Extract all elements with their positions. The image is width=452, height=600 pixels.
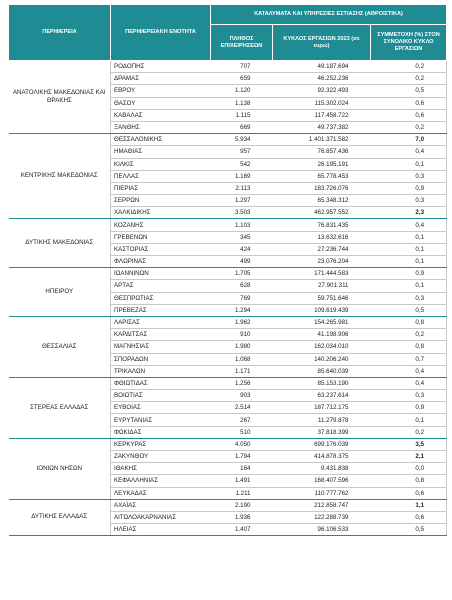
revenue-value: 171.444.583 (273, 268, 371, 280)
business-count: 2.514 (211, 402, 273, 414)
business-count: 1.407 (211, 524, 273, 536)
revenue-value: 140.206.240 (273, 353, 371, 365)
revenue-value: 699.176.039 (273, 438, 371, 450)
business-count: 1.115 (211, 109, 273, 121)
unit-name: ΗΜΑΘΙΑΣ (111, 146, 211, 158)
revenue-value: 76.831.435 (273, 219, 371, 231)
share-percent: 0,2 (371, 426, 447, 438)
business-count: 1.294 (211, 304, 273, 316)
share-percent: 0,1 (371, 158, 447, 170)
unit-name: ΙΩΑΝΝΙΝΩΝ (111, 268, 211, 280)
unit-name: ΚΙΛΚΙΣ (111, 158, 211, 170)
header-group: ΚΑΤΑΛΥΜΑΤΑ ΚΑΙ ΥΠΗΡΕΣΙΕΣ ΕΣΤΙΑΣΗΣ (ΑΘΡΟΙΣΤΙΚΑ) (211, 5, 447, 25)
unit-name: ΒΟΙΩΤΙΑΣ (111, 390, 211, 402)
data-table-wrapper (8, 4, 446, 536)
business-count: 1.962 (211, 316, 273, 328)
business-count: 345 (211, 231, 273, 243)
unit-name: ΛΑΡΙΣΑΣ (111, 316, 211, 328)
business-count: 1.138 (211, 97, 273, 109)
share-percent: 0,2 (371, 61, 447, 73)
unit-name: ΠΕΛΛΑΣ (111, 170, 211, 182)
business-count: 1.705 (211, 268, 273, 280)
revenue-value: 212.858.747 (273, 499, 371, 511)
revenue-value: 76.857.436 (273, 146, 371, 158)
business-count: 957 (211, 146, 273, 158)
share-percent: 0,5 (371, 524, 447, 536)
share-percent: 0,4 (371, 146, 447, 158)
business-count: 542 (211, 158, 273, 170)
revenue-value: 65.778.453 (273, 170, 371, 182)
revenue-value: 168.407.596 (273, 475, 371, 487)
table-row (9, 61, 447, 73)
share-percent: 3,5 (371, 438, 447, 450)
business-count: 1.171 (211, 365, 273, 377)
table-row (9, 219, 447, 231)
unit-name: ΧΑΛΚΙΔΙΚΗΣ (111, 207, 211, 219)
unit-name: ΚΑΡΔΙΤΣΑΣ (111, 329, 211, 341)
table-row (9, 316, 447, 328)
revenue-value: 49.737.382 (273, 121, 371, 133)
business-count: 707 (211, 61, 273, 73)
business-count: 5.934 (211, 134, 273, 146)
header-count: ΠΛΗΘΟΣ ΕΠΙΧΕΙΡΗΣΕΩΝ (211, 25, 273, 61)
unit-name: ΕΥΒΟΙΑΣ (111, 402, 211, 414)
share-percent: 0,0 (371, 463, 447, 475)
share-percent: 0,3 (371, 170, 447, 182)
revenue-value: 1.401.371.582 (273, 134, 371, 146)
unit-name: ΑΡΤΑΣ (111, 280, 211, 292)
share-percent: 0,5 (371, 85, 447, 97)
business-count: 1.256 (211, 377, 273, 389)
revenue-value: 122.288.739 (273, 511, 371, 523)
unit-name: ΚΟΖΑΝΗΣ (111, 219, 211, 231)
revenue-value: 65.348.312 (273, 195, 371, 207)
share-percent: 0,1 (371, 414, 447, 426)
region-name: ΣΤΕΡΕΑΣ ΕΛΛΑΔΑΣ (9, 377, 111, 438)
region-name: ΘΕΣΣΑΛΙΑΣ (9, 316, 111, 377)
share-percent: 0,4 (371, 365, 447, 377)
share-percent: 0,1 (371, 256, 447, 268)
unit-name: ΚΑΒΑΛΑΣ (111, 109, 211, 121)
revenue-value: 462.957.552 (273, 207, 371, 219)
revenue-value: 154.265.981 (273, 316, 371, 328)
business-count: 510 (211, 426, 273, 438)
share-percent: 0,6 (371, 487, 447, 499)
unit-name: ΘΕΣΠΡΩΤΙΑΣ (111, 292, 211, 304)
share-percent: 2,3 (371, 207, 447, 219)
header-share: ΣΥΜΜΕΤΟΧΗ (%) ΣΤΟΝ ΣΥΝΟΛΙΚΟ ΚΥΚΛΟ ΕΡΓΑΣΙΩΝ (371, 25, 447, 61)
revenue-value: 9.431.838 (273, 463, 371, 475)
unit-name: ΗΛΕΙΑΣ (111, 524, 211, 536)
table-row (9, 499, 447, 511)
business-count: 910 (211, 329, 273, 341)
share-percent: 0,2 (371, 329, 447, 341)
unit-name: ΤΡΙΚΑΛΩΝ (111, 365, 211, 377)
business-count: 1.980 (211, 341, 273, 353)
header-revenue: ΚΥΚΛΟΣ ΕΡΓΑΣΙΩΝ 2023 (σε ευρώ) (273, 25, 371, 61)
share-percent: 0,5 (371, 304, 447, 316)
revenue-value: 11.279.878 (273, 414, 371, 426)
revenue-value: 115.302.024 (273, 97, 371, 109)
revenue-value: 27.901.311 (273, 280, 371, 292)
unit-name: ΘΑΣΟΥ (111, 97, 211, 109)
business-count: 1.103 (211, 219, 273, 231)
table-row (9, 438, 447, 450)
revenue-value: 26.195.191 (273, 158, 371, 170)
share-percent: 0,3 (371, 390, 447, 402)
share-percent: 0,9 (371, 182, 447, 194)
share-percent: 0,7 (371, 353, 447, 365)
revenue-value: 46.252.236 (273, 73, 371, 85)
revenue-value: 109.619.439 (273, 304, 371, 316)
region-name: ΑΝΑΤΟΛΙΚΗΣ ΜΑΚΕΔΟΝΙΑΣ ΚΑΙ ΘΡΑΚΗΣ (9, 61, 111, 134)
business-count: 3.503 (211, 207, 273, 219)
share-percent: 0,1 (371, 280, 447, 292)
revenue-value: 49.187.694 (273, 61, 371, 73)
unit-name: ΑΧΑΪΑΣ (111, 499, 211, 511)
business-count: 1.120 (211, 85, 273, 97)
revenue-value: 162.034.010 (273, 341, 371, 353)
revenue-value: 13.632.616 (273, 231, 371, 243)
business-count: 164 (211, 463, 273, 475)
share-percent: 2,1 (371, 451, 447, 463)
unit-name: ΔΡΑΜΑΣ (111, 73, 211, 85)
business-count: 1.297 (211, 195, 273, 207)
region-name: ΔΥΤΙΚΗΣ ΜΑΚΕΔΟΝΙΑΣ (9, 219, 111, 268)
unit-name: ΠΙΕΡΙΑΣ (111, 182, 211, 194)
revenue-value: 59.751.646 (273, 292, 371, 304)
region-name: ΚΕΝΤΡΙΚΗΣ ΜΑΚΕΔΟΝΙΑΣ (9, 134, 111, 219)
region-name: ΔΥΤΙΚΗΣ ΕΛΛΑΔΑΣ (9, 499, 111, 536)
unit-name: ΦΩΚΙΔΑΣ (111, 426, 211, 438)
business-count: 4.050 (211, 438, 273, 450)
revenue-value: 110.777.762 (273, 487, 371, 499)
business-count: 628 (211, 280, 273, 292)
unit-name: ΑΙΤΩΛΟΑΚΑΡΝΑΝΙΑΣ (111, 511, 211, 523)
table-row (9, 377, 447, 389)
unit-name: ΘΕΣΣΑΛΟΝΙΚΗΣ (111, 134, 211, 146)
revenue-value: 37.818.399 (273, 426, 371, 438)
unit-name: ΚΑΣΤΟΡΙΑΣ (111, 243, 211, 255)
unit-name: ΜΑΓΝΗΣΙΑΣ (111, 341, 211, 353)
share-percent: 7,0 (371, 134, 447, 146)
revenue-value: 41.198.906 (273, 329, 371, 341)
share-percent: 0,2 (371, 73, 447, 85)
business-count: 769 (211, 292, 273, 304)
revenue-value: 187.712.175 (273, 402, 371, 414)
business-count: 2.113 (211, 182, 273, 194)
header-region: ΠΕΡΙΦΕΡΕΙΑ (9, 5, 111, 61)
tourism-revenue-table (8, 4, 447, 536)
unit-name: ΚΕΦΑΛΛΗΝΙΑΣ (111, 475, 211, 487)
revenue-value: 63.237.614 (273, 390, 371, 402)
share-percent: 0,6 (371, 511, 447, 523)
business-count: 1.169 (211, 170, 273, 182)
unit-name: ΦΘΙΩΤΙΔΑΣ (111, 377, 211, 389)
business-count: 1.068 (211, 353, 273, 365)
unit-name: ΦΛΩΡΙΝΑΣ (111, 256, 211, 268)
table-row (9, 268, 447, 280)
revenue-value: 85.153.190 (273, 377, 371, 389)
unit-name: ΠΡΕΒΕΖΑΣ (111, 304, 211, 316)
share-percent: 0,8 (371, 316, 447, 328)
region-name: ΙΟΝΙΩΝ ΝΗΣΩΝ (9, 438, 111, 499)
business-count: 267 (211, 414, 273, 426)
business-count: 1.794 (211, 451, 273, 463)
share-percent: 0,8 (371, 475, 447, 487)
business-count: 2.190 (211, 499, 273, 511)
unit-name: ΚΕΡΚΥΡΑΣ (111, 438, 211, 450)
revenue-value: 414.878.375 (273, 451, 371, 463)
revenue-value: 85.640.039 (273, 365, 371, 377)
unit-name: ΕΥΡΥΤΑΝΙΑΣ (111, 414, 211, 426)
table-row (9, 134, 447, 146)
revenue-value: 117.458.722 (273, 109, 371, 121)
share-percent: 0,9 (371, 268, 447, 280)
business-count: 659 (211, 73, 273, 85)
business-count: 669 (211, 121, 273, 133)
unit-name: ΕΒΡΟΥ (111, 85, 211, 97)
share-percent: 0,3 (371, 195, 447, 207)
revenue-value: 96.106.533 (273, 524, 371, 536)
share-percent: 1,1 (371, 499, 447, 511)
share-percent: 0,8 (371, 341, 447, 353)
business-count: 1.491 (211, 475, 273, 487)
share-percent: 0,6 (371, 109, 447, 121)
share-percent: 0,2 (371, 121, 447, 133)
revenue-value: 183.726.076 (273, 182, 371, 194)
business-count: 903 (211, 390, 273, 402)
share-percent: 0,4 (371, 377, 447, 389)
unit-name: ΛΕΥΚΑΔΑΣ (111, 487, 211, 499)
share-percent: 0,4 (371, 219, 447, 231)
share-percent: 0,1 (371, 243, 447, 255)
region-name: ΗΠΕΙΡΟΥ (9, 268, 111, 317)
table-body (9, 61, 447, 536)
unit-name: ΣΠΟΡΑΔΩΝ (111, 353, 211, 365)
share-percent: 0,3 (371, 292, 447, 304)
revenue-value: 27.236.744 (273, 243, 371, 255)
share-percent: 0,6 (371, 97, 447, 109)
unit-name: ΙΘΑΚΗΣ (111, 463, 211, 475)
business-count: 424 (211, 243, 273, 255)
share-percent: 0,1 (371, 231, 447, 243)
business-count: 499 (211, 256, 273, 268)
header-unit: ΠΕΡΙΦΕΡΕΙΑΚΗ ΕΝΟΤΗΤΑ (111, 5, 211, 61)
business-count: 1.211 (211, 487, 273, 499)
unit-name: ΞΑΝΘΗΣ (111, 121, 211, 133)
unit-name: ΖΑΚΥΝΘΟΥ (111, 451, 211, 463)
unit-name: ΓΡΕΒΕΝΩΝ (111, 231, 211, 243)
unit-name: ΣΕΡΡΩΝ (111, 195, 211, 207)
revenue-value: 23.076.204 (273, 256, 371, 268)
unit-name: ΡΟΔΟΠΗΣ (111, 61, 211, 73)
share-percent: 0,9 (371, 402, 447, 414)
revenue-value: 92.322.493 (273, 85, 371, 97)
business-count: 1.936 (211, 511, 273, 523)
